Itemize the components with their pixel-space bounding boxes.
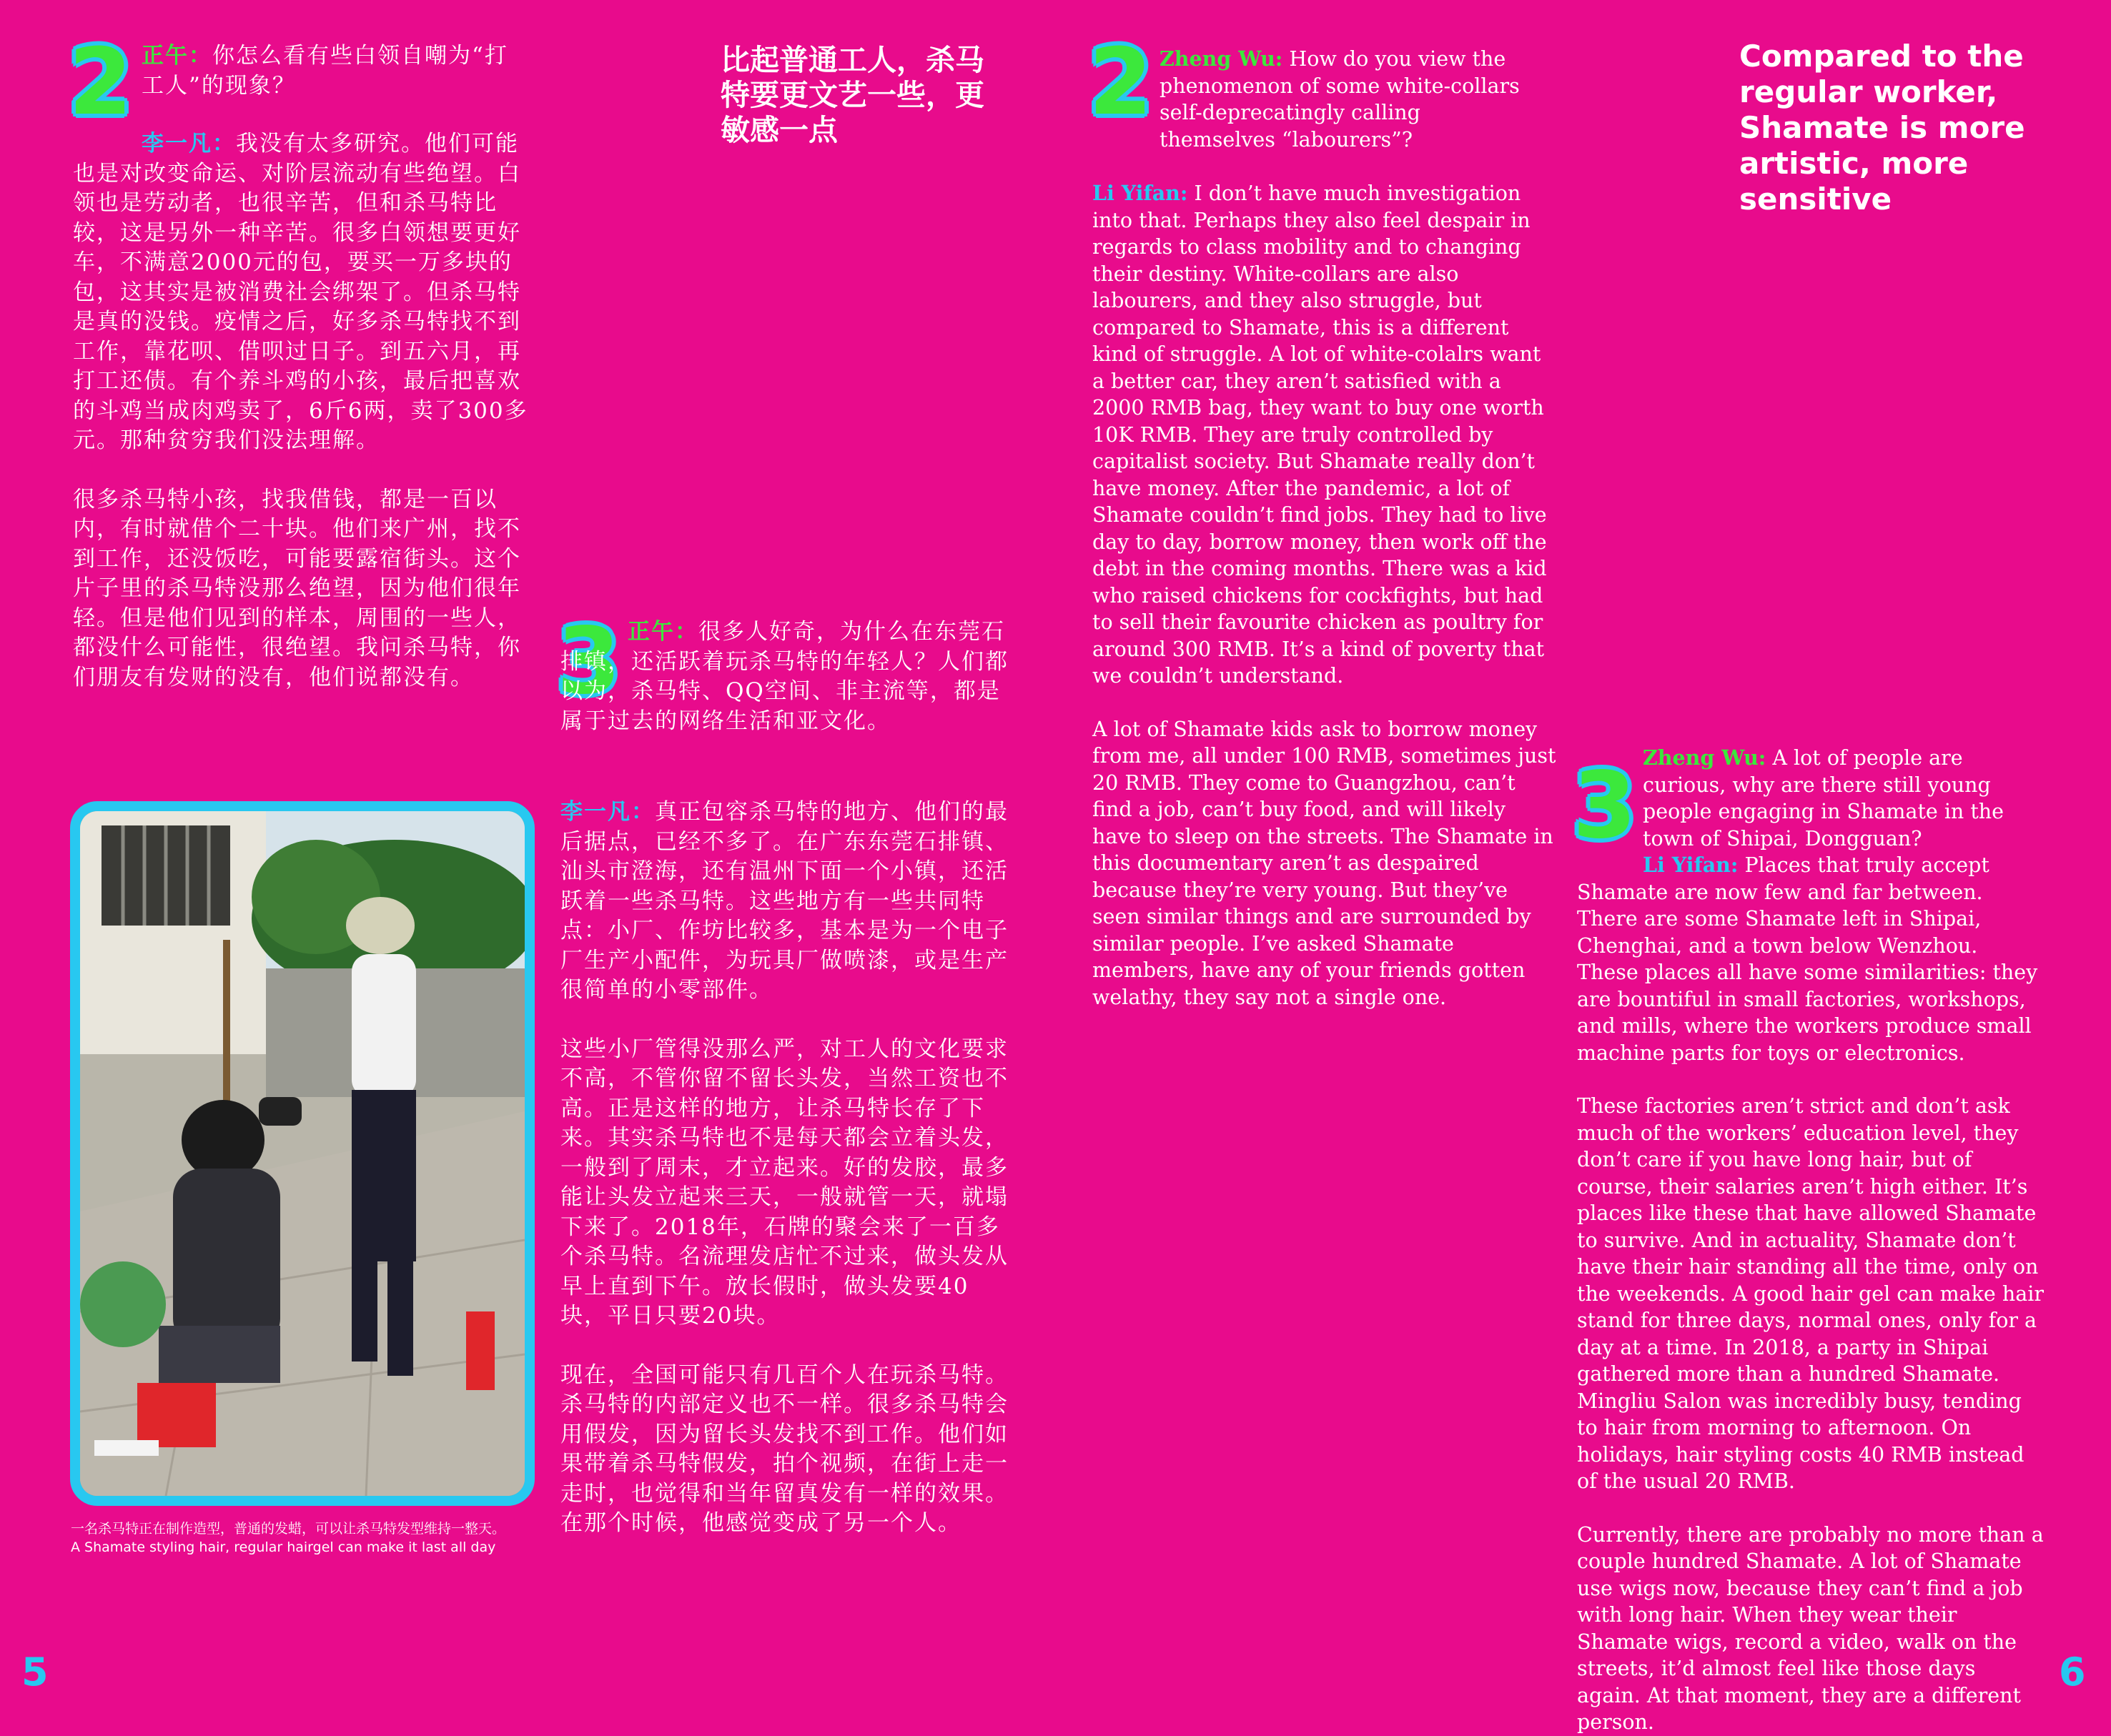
question-2-en-text: How do you view the phenomenon of some white-collars self-deprecatingly calling themselves “labourers”? — [1160, 47, 1520, 152]
answer-2-zh-p1: 我没有太多研究。他们可能也是对改变命运、对阶层流动有些绝望。白领也是劳动者，也很辛苦，但和杀马特比较，这是另外一种辛苦。很多白领想要更好车，不满意2000元的包，要买一万多块的包，这其实是被消费社会绑架了。但杀马特是真的没钱。疫情之后，好多杀马特找不到工作，靠花呗、借呗过日子。到五六月，再打工还债。有个养斗鸡的小孩，最后把喜欢的斗鸡当成肉鸡卖了，6斤6两，卖了300多元。那种贫穷我们没法理解。 — [73, 131, 528, 453]
question-2-zh-text: 你怎么看有些白领自嘲为“打工人”的现象？ — [142, 43, 508, 99]
question-number-2-zh: 2 — [69, 29, 133, 136]
question-3-en-text: A lot of people are curious, why are there still young people engaging in Shamate in the town of Shipai, Dongguan? — [1643, 746, 2004, 850]
photo-caption-zh: 一名杀马特正在制作造型，普通的发蜡，可以让杀马特发型维持一整天。 — [71, 1521, 506, 1537]
question-number-2-en: 2 — [1089, 29, 1153, 136]
speaker-zhengwu-label: Zheng Wu: — [1643, 745, 1766, 770]
question-3-zh-text: 很多人好奇，为什么在东莞石排镇，还活跃着玩杀马特的年轻人？人们都以为，杀马特、QQ空间、非主流等，都是属于过去的网络生活和亚文化。 — [560, 619, 1009, 734]
answer-2-zh — [73, 129, 530, 693]
answer-3-en-p2: These factories aren’t strict and don’t ask much of the workers’ education level, they don’t care if you have long hair, but of course, their salaries aren’t high either. It’s places like these that have allowed Shamate to survive. And in actuality, Shamate don’t have their hair standing all the time, only on the weekends. A good hair gel can make hair stand for three days, normal ones, only for a day at a time. In 2018, a party in Shipai gathered more than a hundred Shamate. Mingliu Salon was incredibly busy, tending to hair from morning to afternoon. On holidays, hair styling costs 40 RMB instead of the usual 20 RMB. — [1577, 1094, 2044, 1493]
answer-2-zh-p2: 很多杀马特小孩，找我借钱，都是一百以内，有时就借个二十块。他们来广州，找不到工作，还没饭吃，可能要露宿街头。这个片子里的杀马特没那么绝望，因为他们很年轻。但是他们见到的样本，周围的一些人，都没什么可能性，很绝望。我问杀马特，你们朋友有发财的没有，他们说都没有。 — [73, 486, 521, 690]
answer-3-zh-p3: 现在，全国可能只有几百个人在玩杀马特。杀马特的内部定义也不一样。很多杀马特会用假发，因为留长头发找不到工作。他们如果带着杀马特假发，拍个视频，在街上走一走时，也觉得和当年留真发有一样的效果。在那个时候，他感觉变成了另一个人。 — [560, 1361, 1009, 1536]
answer-3-en-p1: Places that truly accept Shamate are now few and far between. There are some Shamate left in Shipai, Chenghai, and a town below Wenzhou. These places all have some similarities: they are bountiful in small factories, workshops, and mills, where the workers produce small machine parts for toys or electronics. — [1577, 853, 2038, 1065]
question-number-3-en: 3 — [1573, 753, 1637, 859]
answer-3-zh — [560, 798, 1015, 1539]
photo-caption-en: A Shamate styling hair, regular hairgel can make it last all day — [71, 1539, 496, 1555]
pull-quote-en: Compared to the regular worker, Shamate is more artistic, more sensitive — [1739, 39, 2025, 217]
answer-3-zh-p1: 真正包容杀马特的地方、他们的最后据点，已经不多了。在广东东莞石排镇、汕头市澄海，还有温州下面一个小镇，还活跃着一些杀马特。这些地方有一些共同特点：小厂、作坊比较多，基本是为一个电子厂生产小配件，为玩具厂做喷漆，或是生产很简单的小零部件。 — [560, 799, 1009, 1003]
answer-3-en — [1577, 852, 2045, 1736]
photo-caption — [71, 1519, 557, 1557]
page-number-left: 5 — [21, 1650, 49, 1695]
question-2-zh — [142, 41, 531, 101]
speaker-zhengwu-label: 正午： — [142, 43, 212, 69]
question-3-zh — [560, 617, 1015, 736]
question-number-3-zh: 3 — [557, 608, 621, 715]
answer-2-en — [1092, 180, 1557, 1011]
question-2-en — [1160, 46, 1531, 153]
answer-3-zh-p2: 这些小厂管得没那么严，对工人的文化要求不高，不管你留不留长头发，当然工资也不高。正是这样的地方，让杀马特长存了下来。其实杀马特也不是每天都会立着头发，一般到了周末，才立起来。好的发胶，最多能让头发立起来三天，一般就管一天，就塌下来了。2018年，石牌的聚会来了一百多个杀马特。名流理发店忙不过来，做头发从早上直到下午。放长假时，做头发要40块，平日只要20块。 — [560, 1036, 1009, 1329]
speaker-zhengwu-label: 正午： — [628, 619, 698, 645]
answer-3-en-p3: Currently, there are probably no more than a couple hundred Shamate. A lot of Shamate use wigs now, because they can’t find a job with long hair. When they wear their Shamate wigs, record a video, walk on the streets, it’d almost feel like those days again. At that moment, they are a different person. — [1577, 1522, 2044, 1734]
speaker-zhengwu-label: Zheng Wu: — [1160, 46, 1283, 71]
speaker-liyifan-label: Li Yifan: — [1092, 181, 1188, 205]
answer-2-en-p2: A lot of Shamate kids ask to borrow money from me, all under 100 RMB, sometimes just 20 RMB. They come to Guangzhou, can’t find a job, can’t buy food, and will likely have to sleep on the streets. The Shamate in this documentary aren’t as despaired because they’re very young. But they’ve seen similar things and are surrounded by similar people. I’ve asked Shamate members, have any of your friends gotten welathy, they say not a single one. — [1092, 717, 1556, 1009]
speaker-liyifan-label: 李一凡： — [560, 799, 655, 825]
speaker-liyifan-label: 李一凡： — [142, 131, 236, 157]
speaker-liyifan-label: Li Yifan: — [1643, 853, 1739, 877]
page-number-right: 6 — [2059, 1650, 2086, 1695]
question-3-en — [1643, 745, 2043, 852]
pull-quote-zh: 比起普通工人，杀马特要更文艺一些，更敏感一点 — [721, 43, 984, 147]
answer-2-en-p1: I don’t have much investigation into that. Perhaps they also feel despair in regards to class mobility and to changing their destiny. White-collars are also labourers, and they also struggle, but compared to Shamate, this is a different kind of struggle. A lot of white-colalrs want a better car, they aren’t satisfied with a 2000 RMB bag, they want to buy one worth 10K RMB. They are truly controlled by capitalist society. But Shamate really don’t have money. After the pandemic, a lot of Shamate couldn’t find jobs. They had to live day to day, borrow money, then work off the debt in the coming months. There was a kid who raised chickens for cockfights, but had to sell their favourite chicken as poultry for around 300 RMB. It’s a kind of poverty that we couldn’t understand. — [1092, 182, 1547, 688]
shamate-hair-styling-photo — [70, 801, 535, 1506]
photo-illustration — [80, 811, 525, 1496]
